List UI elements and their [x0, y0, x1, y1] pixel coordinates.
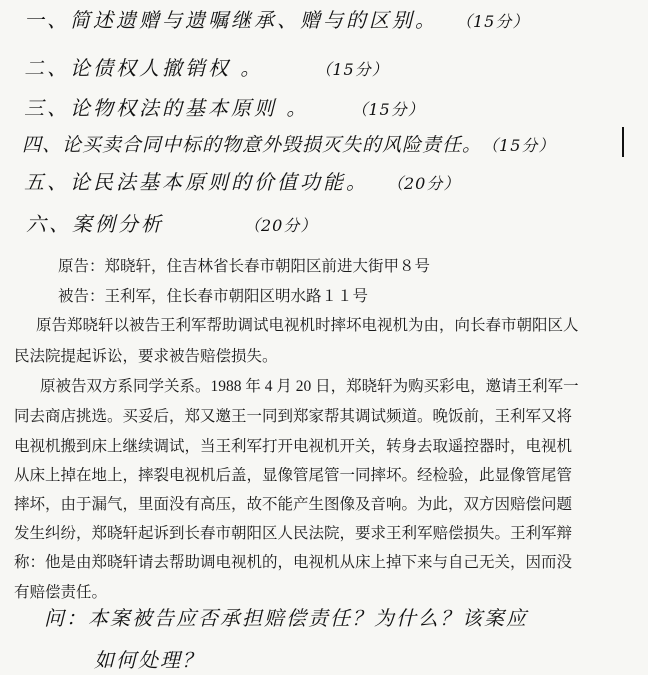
question-prompt: 如何处理？ — [94, 648, 204, 672]
question-score: （15分） — [359, 100, 425, 119]
question-score: （20分） — [244, 216, 318, 235]
defendant-line: 被告：王利军，住长春市朝阳区明水路１１号 — [58, 288, 369, 305]
question-5 — [24, 166, 460, 195]
case-line: 原告郑晓轩以被告王利军帮助调试电视机时摔坏电视机为由，向长春市朝阳区人 — [36, 317, 579, 334]
question-score: （15分） — [464, 12, 530, 31]
case-line: 发生纠纷，郑晓轩起诉到长春市朝阳区人民法院，要求王利军赔偿损失。王利军辩 — [14, 525, 573, 542]
question-4 — [22, 130, 555, 157]
question-text: 二、论债权人撤销权 。 — [24, 56, 264, 80]
question-text: 三、论物权法的基本原则 。 — [24, 96, 310, 120]
margin-stroke — [622, 127, 624, 157]
case-line: 电视机搬到床上继续调试，当王利军打开电视机开关，转身去取遥控器时，电视机 — [14, 438, 573, 455]
question-2 — [24, 52, 389, 81]
question-prompt: 问：本案被告应否承担赔偿责任？为什么？该案应 — [44, 606, 528, 630]
question-1 — [24, 4, 529, 33]
case-line: 称：他是由郑晓轩请去帮助调电视机的，电视机从床上掉下来与自己无关，因而没 — [14, 554, 573, 571]
question-text: 一、简述遗赠与遗嘱继承、赠与的区别。 — [24, 8, 438, 32]
case-line: 从床上掉在地上，摔裂电视机后盖，显像管尾管一同摔坏。经检验，此显像管尾管 — [14, 467, 573, 484]
question-text: 四、论买卖合同中标的物意外毁损灭失的风险责任。 — [22, 134, 483, 156]
question-score: （15分） — [490, 136, 556, 155]
question-score: （20分） — [395, 174, 461, 193]
case-line: 民法院提起诉讼，要求被告赔偿损失。 — [14, 348, 278, 365]
question-score: （15分） — [323, 60, 389, 79]
question-text: 六、案例分析 — [26, 212, 164, 236]
case-line: 摔坏，由于漏气，里面没有高压，故不能产生图像及音响。为此，双方因赔偿问题 — [14, 496, 573, 513]
question-6 — [26, 208, 317, 237]
case-line: 同去商店挑选。买妥后，郑又邀王一同到郑家帮其调试频道。晚饭前，王利军又将 — [14, 408, 573, 425]
plaintiff-line: 原告：郑晓轩，住吉林省长春市朝阳区前进大街甲８号 — [58, 258, 431, 275]
question-3 — [24, 92, 425, 121]
case-line: 有赔偿责任。 — [14, 584, 108, 601]
case-line: 原被告双方系同学关系。1988 年 4 月 20 日，郑晓轩为购买彩电，邀请王利军一 — [40, 378, 579, 395]
question-text: 五、论民法基本原则的价值功能。 — [24, 170, 369, 194]
